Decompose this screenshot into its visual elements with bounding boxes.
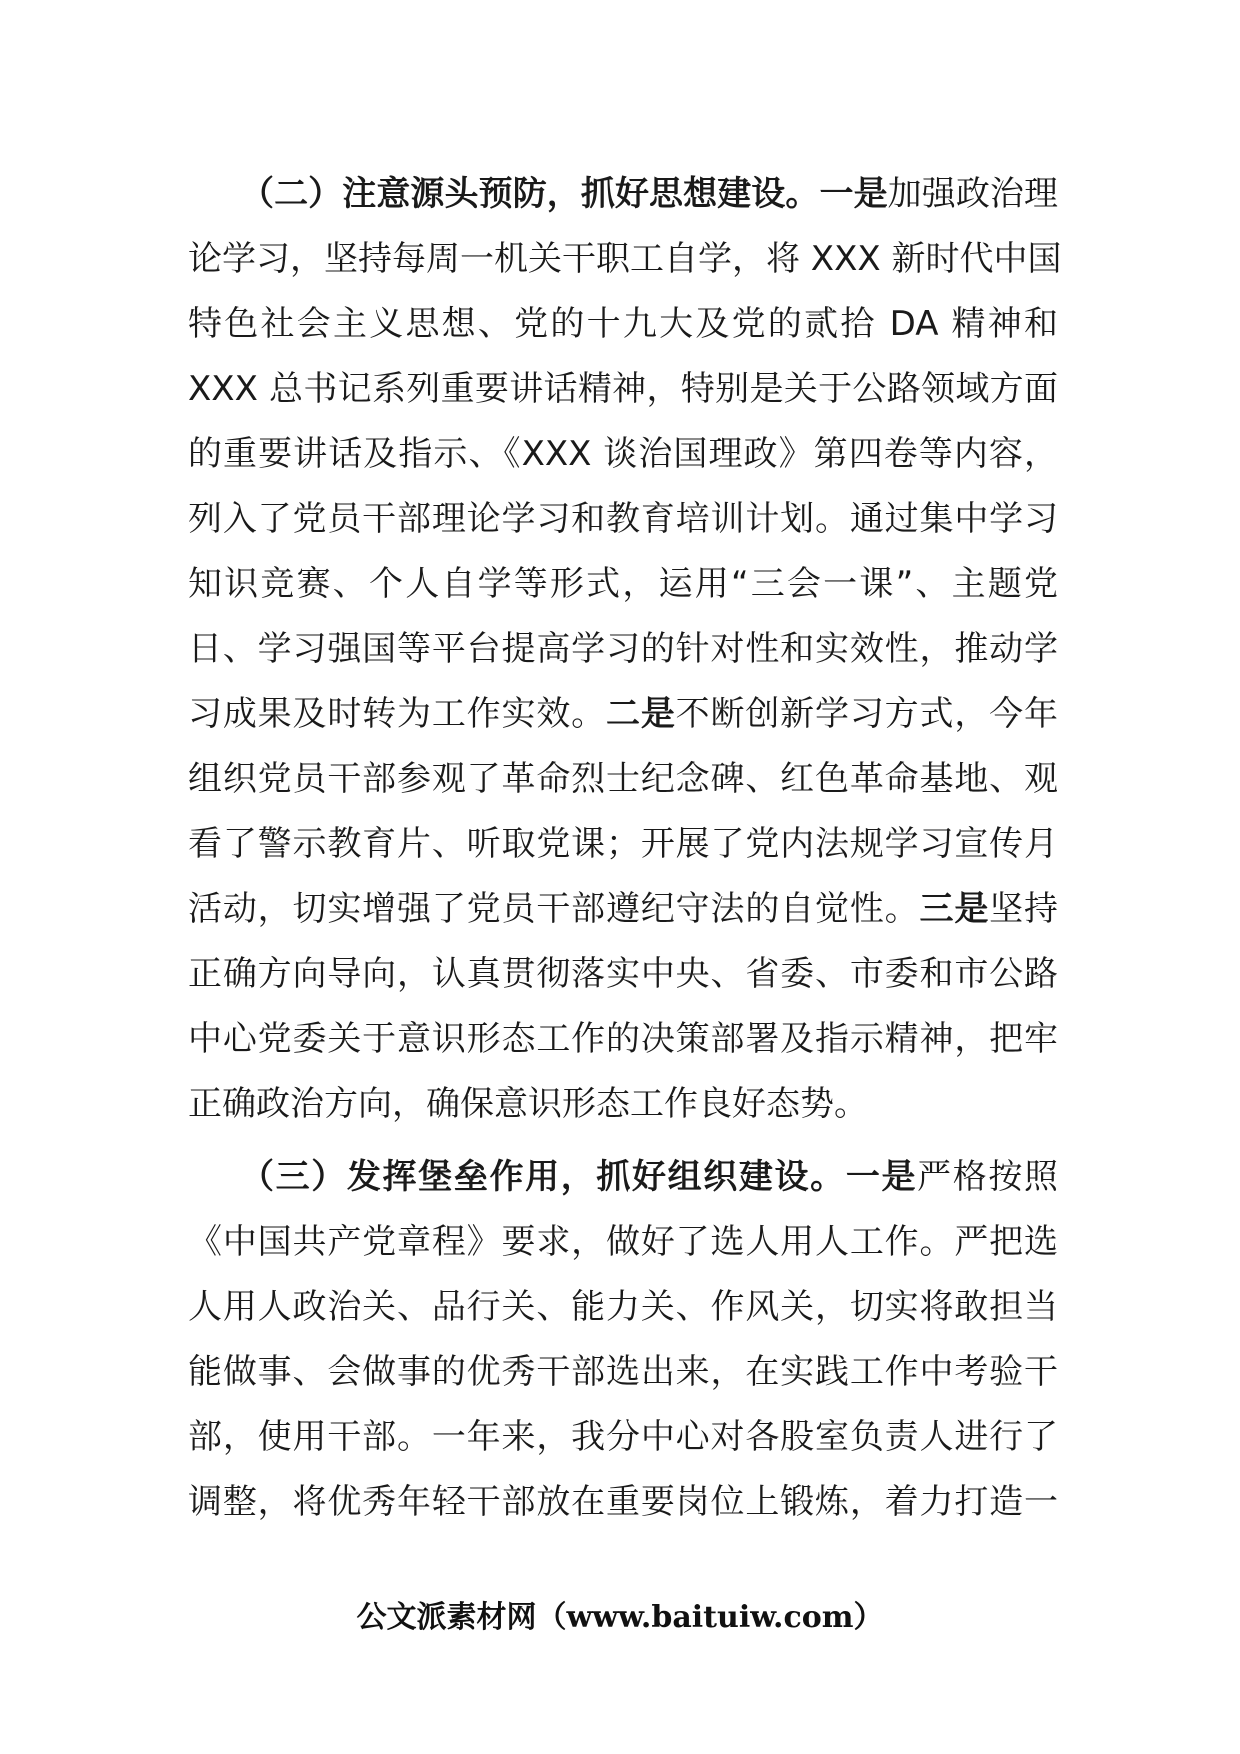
document-body <box>188 162 1062 1535</box>
text-run: 加强政治理 <box>887 174 1059 214</box>
text-run: 习成果及时转为工作实效。 <box>188 694 606 734</box>
text-line: 调整，将优秀年轻干部放在重要岗位上锻炼，着力打造一 <box>188 1482 1058 1522</box>
text-line: 看了警示教育片、听取党课；开展了党内法规学习宣传月 <box>188 824 1058 864</box>
text-run: 坚持 <box>989 889 1059 929</box>
section-heading: （三）发挥堡垒作用，抓好组织建设。 <box>240 1157 846 1197</box>
point-marker: 三是 <box>919 889 990 929</box>
text-line <box>188 1145 1058 1210</box>
text-line: 特色社会主义思想、党的十九大及党的贰拾 DA 精神和 <box>188 304 1058 344</box>
footer-watermark: 公文派素材网（www.baituiw.com） <box>356 1600 884 1635</box>
text-line: 日、学习强国等平台提高学习的针对性和实效性，推动学 <box>188 629 1058 669</box>
text-line: 知识竞赛、个人自学等形式，运用“三会一课”、主题党 <box>188 564 1058 604</box>
text-line <box>188 162 1058 227</box>
text-line: 正确政治方向，确保意识形态工作良好态势。 <box>188 1084 868 1124</box>
text-line: 能做事、会做事的优秀干部选出来，在实践工作中考验干 <box>188 1352 1058 1392</box>
paragraph-gap <box>188 1137 1058 1145</box>
text-run: 活动，切实增强了党员干部遵纪守法的自觉性。 <box>188 889 920 929</box>
point-marker: 一是 <box>845 1157 918 1197</box>
text-line <box>188 877 1058 942</box>
text-line: 《中国共产党章程》要求，做好了选人用人工作。严把选 <box>188 1222 1058 1262</box>
text-run: 严格按照 <box>917 1157 1059 1197</box>
paragraph-organizational-building <box>188 1145 1058 1535</box>
text-line: 人用人政治关、品行关、能力关、作风关，切实将敢担当 <box>188 1287 1058 1327</box>
text-line: 组织党员干部参观了革命烈士纪念碑、红色革命基地、观 <box>188 759 1058 799</box>
text-line: 列入了党员干部理论学习和教育培训计划。通过集中学习 <box>188 499 1058 539</box>
text-line: 部，使用干部。一年来，我分中心对各股室负责人进行了 <box>188 1417 1058 1457</box>
paragraph-ideological-building <box>188 162 1062 1137</box>
text-line: 的重要讲话及指示、《XXX 谈治国理政》第四卷等内容， <box>188 434 1058 474</box>
text-line: XXX 总书记系列重要讲话精神，特别是关于公路领域方面 <box>188 369 1058 409</box>
text-line: 中心党委关于意识形态工作的决策部署及指示精神，把牢 <box>188 1019 1058 1059</box>
text-run: 不断创新学习方式，今年 <box>675 694 1059 734</box>
text-line <box>188 682 1058 747</box>
text-line: 论学习，坚持每周一机关干职工自学，将 XXX 新时代中国 <box>188 239 1062 279</box>
point-marker: 二是 <box>606 694 676 734</box>
point-marker: 一是 <box>819 174 888 214</box>
text-line: 正确方向导向，认真贯彻落实中央、省委、市委和市公路 <box>188 954 1058 994</box>
section-heading: （二）注意源头预防，抓好思想建设。 <box>240 174 820 214</box>
